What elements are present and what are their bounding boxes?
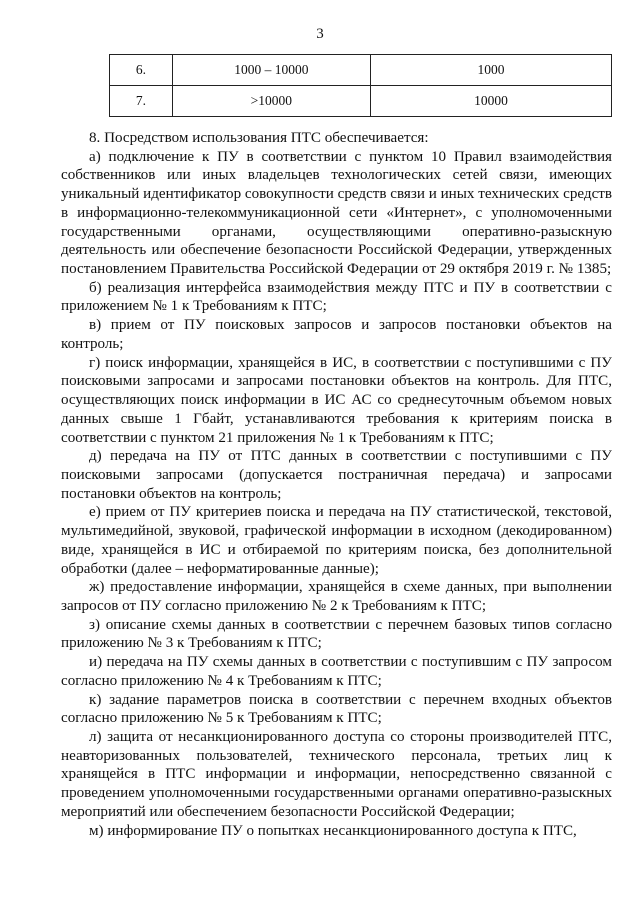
row-number-cell: 6. — [110, 55, 173, 86]
row-number-cell: 7. — [110, 86, 173, 117]
body-text — [61, 129, 612, 840]
list-item: л) защита от несанкционированного доступа со стороны производителей ПТС, неавторизованных пользователей, технического персонала, третьих лиц к хранящейся в ПТС информации и информации, непосредственно связанной с проведением уполномоченными государственными органами оперативно-разыскных мероприятий или обеспечением безопасности Российской Федерации; — [61, 729, 612, 820]
list-item: е) прием от ПУ критериев поиска и передача на ПУ статистической, текстовой, мультимедийной, звуковой, графической информации в исходном (декодированном) виде, хранящейся в ИС и отбираемой по критериям поиска, без дополнительной обработки (далее – неформатированные данные); — [61, 504, 612, 577]
page-number: 3 — [316, 26, 324, 42]
list-item: м) информирование ПУ о попытках несанкционированного доступа к ПТС, — [89, 822, 577, 839]
list-item: з) описание схемы данных в соответствии с перечнем базовых типов согласно приложению № 3 к Требованиям к ПТС; — [61, 616, 612, 652]
list-item: к) задание параметров поиска в соответствии с перечнем входных объектов согласно приложению № 5 к Требованиям к ПТС; — [61, 691, 612, 727]
range-cell: 1000 – 10000 — [172, 55, 370, 86]
threshold-table — [109, 54, 612, 117]
value-cell: 10000 — [370, 86, 611, 117]
list-item: д) передача на ПУ от ПТС данных в соответствии с поступившими с ПУ поисковыми запросами (допускается постраничная передача) и запросами постановки объектов на контроль; — [61, 448, 612, 502]
list-item: б) реализация интерфейса взаимодействия между ПТС и ПУ в соответствии с приложением № 1 к Требованиям к ПТС; — [61, 279, 612, 315]
list-item: ж) предоставление информации, хранящейся в схеме данных, при выполнении запросов от ПУ согласно приложению № 2 к Требованиям к ПТС; — [61, 579, 612, 614]
list-item: г) поиск информации, хранящейся в ИС, в соответствии с поступившими с ПУ поисковыми запросами и запросами постановки объектов на контроль. Для ПТС, осуществляющих поиск информации в ИС АС со среднесуточным объемом новых данных свыше 1 Гбайт, устанавливаются требования к критериям поиска в соответствии с пунктом 21 приложения № 1 к Требованиям к ПТС; — [61, 354, 612, 446]
list-item: а) подключение к ПУ в соответствии с пунктом 10 Правил взаимодействия собственников или иных владельцев технологических сетей связи, имеющих уникальный идентификатор совокупности средств связи и иных технических средств в информационно-телекоммуникационной сети «Интернет», с уполномоченными государственными органами, осуществляющими оперативно-разыскную деятельность или обеспечение безопасности Российской Федерации, утвержденных постановлением Правительства Российской Федерации от 29 октября 2019 г. № 1385; — [61, 148, 612, 278]
list-item: и) передача на ПУ схемы данных в соответствии с поступившим с ПУ запросом согласно приложению № 4 к Требованиям к ПТС; — [61, 654, 612, 689]
table-row — [110, 86, 612, 117]
section-heading: 8. Посредством использования ПТС обеспечивается: — [89, 130, 429, 146]
table-row — [110, 55, 612, 86]
value-cell: 1000 — [370, 55, 611, 86]
range-cell: >10000 — [172, 86, 370, 117]
list-item: в) прием от ПУ поисковых запросов и запросов постановки объектов на контроль; — [61, 317, 612, 352]
